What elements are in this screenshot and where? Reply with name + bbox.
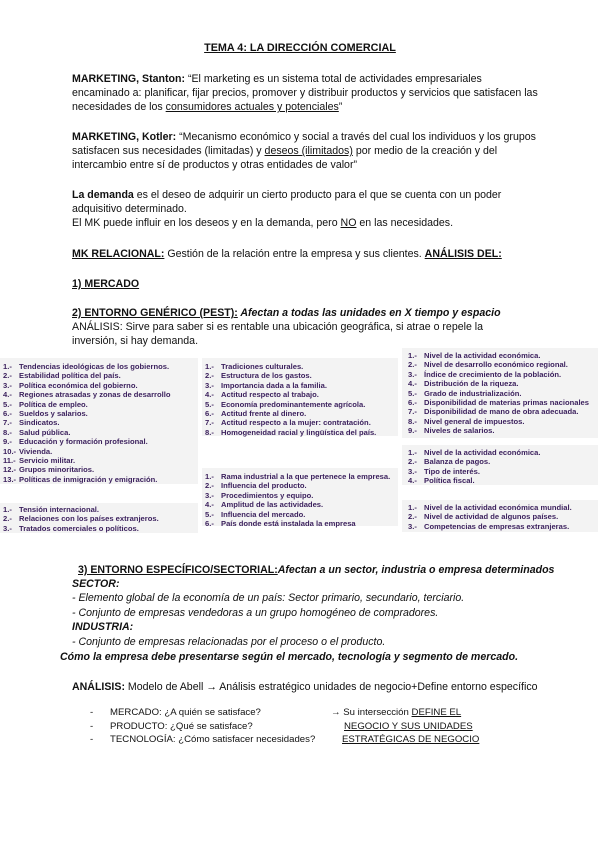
pest-economico-list [408,351,589,436]
page-title: TEMA 4: LA DIRECCIÓN COMERCIAL [204,42,396,54]
industria-item-1: - Conjunto de empresas relacionadas por el proceso o el producto. [72,636,386,648]
kotler-label: MARKETING, Kotler: [72,131,177,143]
stanton-text: “El marketing es un sistema total de actividades empresariales encaminado a: planificar, fijar precios, promover y distribuir productos y servicios que satisfacen las necesidades de los [72,73,538,114]
sector-item-1: - Elemento global de la economía de un país: Sector primario, secundario, terciario. [72,592,465,604]
list-item: 6.- Actitud frente al dinero. [205,409,307,419]
abell-analysis [72,680,572,694]
stanton-definition [72,72,538,115]
list-item: 8.- Salud pública. [3,427,71,437]
list-item: 8.- Homogeneidad racial y lingüística del país. [205,427,377,437]
analisis-del-label: ANÁLISIS DEL: [424,248,502,260]
pest-financiero-list [408,448,540,486]
list-item: 2.- Influencia del producto. [205,481,307,491]
entorno-especifico-subtitle: Afectan a un sector, industria o empresa determinados [277,564,555,576]
abell-label: ANÁLISIS: [72,681,125,693]
list-item: 6.- Sueldos y salarios. [3,409,88,419]
stanton-underlined: consumidores actuales y potenciales [165,101,339,114]
kotler-underlined: deseos (ilimitados) [264,145,353,158]
pest-mundial-list [408,503,572,531]
list-item: 3.- Tratados comerciales o políticos. [3,523,139,533]
entorno-especifico-heading [78,563,578,577]
list-item: 5.- Grado de industrialización. [408,388,522,398]
list-item: 1.- Tendencias ideológicas de los gobiernos. [3,362,170,371]
list-item: 3.- Tipo de interés. [408,466,480,476]
list-item: 1.- Nivel de la actividad económica mundial. [408,503,572,512]
list-item: 4.- Amplitud de las actividades. [205,500,324,510]
list-item: 6.- País donde está instalada la empresa [205,519,356,529]
demanda-definition [72,188,542,231]
pest-industria-list [205,472,390,528]
list-item: 3.- Procedimientos y equipo. [205,490,314,500]
pest-internacional-list [3,505,159,533]
list-item: 2.- Relaciones con los países extranjeros. [3,514,159,524]
list-item: 1.- Rama industrial a la que pertenece la empresa. [205,472,391,481]
list-item: 2.- Estructura de los gastos. [205,371,312,381]
demanda-line2-b: en las necesidades. [356,217,454,230]
sector-item-2: - Conjunto de empresas vendedoras a un grupo homogéneo de compradores. [72,607,439,619]
list-item: 9.- Educación y formación profesional. [3,437,148,447]
entorno-generico-subtitle: Afectan a todas las unidades en X tiempo y espacio [237,307,501,319]
demanda-no: NO [340,217,357,230]
demanda-label: La demanda [72,189,134,201]
pest-politico-list [3,362,171,484]
list-item: 3.- Índice de crecimiento de la población. [408,369,562,379]
list-item: 8.- Nivel general de impuestos. [408,416,525,426]
mk-relacional-text: Gestión de la relación entre la empresa y sus clientes. [164,248,425,260]
mk-relacional-label: MK RELACIONAL: [72,248,165,260]
list-item: 4.- Distribución de la riqueza. [408,379,519,389]
sector-label: SECTOR: [72,578,120,590]
list-item: 3.- Política económica del gobierno. [3,380,138,390]
abell-list [90,706,510,747]
list-item: 7.- Sindicatos. [3,418,60,428]
list-item: 6.- Disponibilidad de materias primas nacionales [408,398,590,408]
stanton-end: ” [338,101,343,114]
list-item: 4.- Actitud respecto al trabajo. [205,390,319,400]
list-item: 5.- Política de empleo. [3,399,88,409]
stanton-label: MARKETING, Stanton: [72,73,185,85]
demanda-text: es el deseo de adquirir un cierto producto para el que se cuenta con un poder adquisitivo determinado. [72,189,502,216]
list-item: 2.- Estabilidad política del país. [3,371,121,381]
list-item: 3.- Competencias de empresas extranjeras. [408,521,570,531]
presentarse-note: Cómo la empresa debe presentarse según el mercado, tecnología y segmento de mercado. [60,651,519,663]
list-item: 9.- Niveles de salarios. [408,426,495,436]
list-item: - PRODUCTO: ¿Qué se satisface? NEGOCIO Y SUS UNIDADES [90,720,473,732]
industria-label: INDUSTRIA: [72,621,134,633]
mk-relacional [72,247,552,261]
list-item: 5.- Influencia del mercado. [205,509,306,519]
list-item: 3.- Importancia dada a la familia. [205,380,327,390]
list-item: 1.- Tradiciones culturales. [205,362,304,371]
list-item: 1.- Tensión internacional. [3,505,100,514]
pest-social-list [205,362,376,437]
list-item: 1.- Nivel de la actividad económica. [408,351,541,360]
mercado-heading: 1) MERCADO [72,278,140,290]
list-item: 4.- Regiones atrasadas y zonas de desarrollo [3,390,171,400]
list-item: 7.- Disponibilidad de mano de obra adecuada. [408,407,579,417]
list-item: 2.- Nivel de desarrollo económico regional. [408,360,568,370]
entorno-generico-title: 2) ENTORNO GENÉRICO (PEST): [72,307,238,319]
list-item: 1.- Nivel de la actividad económica. [408,448,541,457]
list-item: - MERCADO: ¿A quién se satisface? → Su intersección DEFINE EL [90,707,462,718]
list-item: 13.- Políticas de inmigración y emigración. [3,474,158,484]
abell-text: Modelo de Abell → Análisis estratégico unidades de negocio+Define entorno específico [124,681,538,693]
list-item: 10.- Vivienda. [3,446,53,456]
kotler-definition [72,130,538,173]
list-item: 12.- Grupos minoritarios. [3,465,95,475]
kotler-text-1: “Mecanismo económico y social a través del cual los individuos y los grupos satisfacen sus necesidades (limitadas) y [72,131,536,158]
list-item: 7.- Actitud respecto a la mujer: contratación. [205,418,371,428]
list-item: - TECNOLOGÍA: ¿Cómo satisfacer necesidades? ESTRATÉGICAS DE NEGOCIO [90,734,480,745]
list-item: 4.- Política fiscal. [408,476,475,486]
kotler-text-2: por medio de la creación y del intercambio entre sí de productos y otras entidades de valor” [72,145,498,172]
demanda-line2-a: El MK puede influir en los deseos y en la demanda, pero [72,217,341,230]
list-item: 5.- Economía predominantemente agrícola. [205,399,366,409]
list-item: 2.- Balanza de pagos. [408,457,491,467]
entorno-generico-heading [72,306,552,320]
entorno-especifico-title: 3) ENTORNO ESPECÍFICO/SECTORIAL: [78,564,278,576]
entorno-generico-analysis: ANÁLISIS: Sirve para saber si es rentable una ubicación geográfica, si atrae o repele la inversión, si hay demanda. [72,321,484,348]
list-item: 2.- Nivel de actividad de algunos países. [408,512,559,522]
list-item: 11.- Servicio militar. [3,456,76,466]
